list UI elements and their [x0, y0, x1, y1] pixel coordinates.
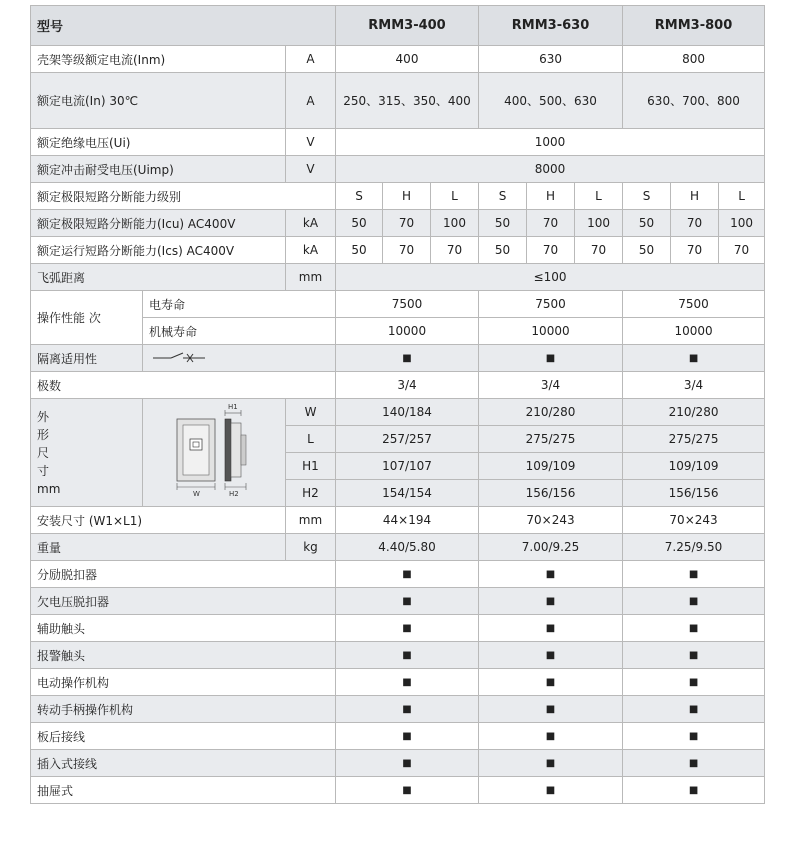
dimension-diagram: [149, 401, 279, 501]
cell-value: 1000: [336, 129, 765, 156]
cell-value: ■: [479, 777, 623, 804]
row-unit: V: [286, 156, 336, 183]
cell-value: 156/156: [623, 480, 765, 507]
row-label: 隔离适用性: [31, 345, 143, 372]
cell-value: 10000: [336, 318, 479, 345]
cell-value: ■: [336, 696, 479, 723]
cell-value: ■: [336, 615, 479, 642]
cell-value: ■: [623, 777, 765, 804]
cell-value: L: [431, 183, 479, 210]
row-unit: kg: [286, 534, 336, 561]
cell-value: ■: [336, 561, 479, 588]
table-row: [31, 129, 765, 156]
row-label: 辅助触头: [31, 615, 336, 642]
cell-value: 50: [479, 237, 527, 264]
cell-value: ■: [623, 669, 765, 696]
cell-value: 100: [575, 210, 623, 237]
row-unit: A: [286, 73, 336, 129]
cell-value: 50: [623, 237, 671, 264]
cell-value: 100: [719, 210, 765, 237]
table-row: [31, 46, 765, 73]
cell-value: 210/280: [623, 399, 765, 426]
diagram-label-w: W: [193, 490, 200, 498]
row-label: 额定电流(In) 30℃: [31, 73, 286, 129]
cell-value: 400、500、630: [479, 73, 623, 129]
cell-value: ■: [336, 642, 479, 669]
row-label: 额定绝缘电压(Ui): [31, 129, 286, 156]
row-unit: V: [286, 129, 336, 156]
dimensions-label-line: 寸: [37, 463, 50, 478]
cell-value: 70: [671, 210, 719, 237]
row-label: 板后接线: [31, 723, 336, 750]
row-label: 欠电压脱扣器: [31, 588, 336, 615]
cell-value: 10000: [479, 318, 623, 345]
cell-value: 70×243: [623, 507, 765, 534]
row-unit: kA: [286, 210, 336, 237]
cell-value: ■: [623, 561, 765, 588]
row-unit: kA: [286, 237, 336, 264]
sub-row-label: 机械寿命: [143, 318, 336, 345]
cell-value: 154/154: [336, 480, 479, 507]
cell-value: ■: [479, 615, 623, 642]
row-label: 额定极限短路分断能力(Icu) AC400V: [31, 210, 286, 237]
cell-value: ■: [623, 696, 765, 723]
dimensions-label-line: 尺: [37, 445, 50, 460]
cell-value: 3/4: [479, 372, 623, 399]
table-row: [31, 183, 765, 210]
cell-value: ■: [336, 777, 479, 804]
row-label: 壳架等级额定电流(Inm): [31, 46, 286, 73]
cell-value: 70: [527, 210, 575, 237]
cell-value: ■: [623, 642, 765, 669]
table-row: [31, 642, 765, 669]
table-row: [31, 156, 765, 183]
table-row: [31, 777, 765, 804]
cell-value: L: [575, 183, 623, 210]
sub-row-label: 电寿命: [143, 291, 336, 318]
cell-value: 156/156: [479, 480, 623, 507]
row-label: 插入式接线: [31, 750, 336, 777]
table-row: [31, 534, 765, 561]
cell-value: 109/109: [479, 453, 623, 480]
cell-value: ■: [623, 723, 765, 750]
row-label: 报警触头: [31, 642, 336, 669]
cell-value: 50: [336, 210, 383, 237]
cell-value: 109/109: [623, 453, 765, 480]
model-header: RMM3-630: [479, 6, 623, 46]
cell-value: H: [383, 183, 431, 210]
cell-value: ■: [479, 561, 623, 588]
cell-value: 7500: [479, 291, 623, 318]
cell-value: 8000: [336, 156, 765, 183]
cell-value: ■: [479, 345, 623, 372]
cell-value: 50: [479, 210, 527, 237]
cell-value: 4.40/5.80: [336, 534, 479, 561]
table-row: [31, 372, 765, 399]
cell-value: 100: [431, 210, 479, 237]
table-row: [31, 507, 765, 534]
row-label: 安装尺寸 (W1×L1): [31, 507, 286, 534]
table-row: [31, 399, 765, 426]
cell-value: H: [671, 183, 719, 210]
table-row: [31, 561, 765, 588]
dimensions-label: [31, 399, 143, 507]
cell-value: 210/280: [479, 399, 623, 426]
isolation-symbol-cell: [143, 345, 336, 372]
cell-value: ■: [479, 696, 623, 723]
table-row: [31, 588, 765, 615]
cell-value: 140/184: [336, 399, 479, 426]
dimension-key: H1: [286, 453, 336, 480]
cell-value: S: [623, 183, 671, 210]
cell-value: ■: [623, 750, 765, 777]
cell-value: ■: [479, 750, 623, 777]
cell-value: 800: [623, 46, 765, 73]
cell-value: 50: [623, 210, 671, 237]
dimension-key: H2: [286, 480, 336, 507]
cell-value: 107/107: [336, 453, 479, 480]
cell-value: 630: [479, 46, 623, 73]
cell-value: 70: [575, 237, 623, 264]
table-row: [31, 73, 765, 129]
table-row: [31, 210, 765, 237]
dimension-key: L: [286, 426, 336, 453]
row-label: 操作性能 次: [31, 291, 143, 345]
cell-value: 257/257: [336, 426, 479, 453]
dimension-key: W: [286, 399, 336, 426]
cell-value: ■: [336, 588, 479, 615]
cell-value: 630、700、800: [623, 73, 765, 129]
row-label: 抽屉式: [31, 777, 336, 804]
cell-value: 275/275: [479, 426, 623, 453]
row-unit: mm: [286, 507, 336, 534]
table-row: [31, 696, 765, 723]
cell-value: 70: [527, 237, 575, 264]
row-label: 重量: [31, 534, 286, 561]
cell-value: 70: [431, 237, 479, 264]
table-row: [31, 291, 765, 318]
cell-value: S: [479, 183, 527, 210]
cell-value: 10000: [623, 318, 765, 345]
dimensions-label-line: 外: [37, 409, 50, 424]
diagram-label-h2: H2: [229, 490, 239, 498]
row-unit: A: [286, 46, 336, 73]
cell-value: ■: [623, 345, 765, 372]
cell-value: 7.00/9.25: [479, 534, 623, 561]
table-row: [31, 723, 765, 750]
cell-value: ■: [479, 642, 623, 669]
row-label: 额定冲击耐受电压(Uimp): [31, 156, 286, 183]
cell-value: 70: [671, 237, 719, 264]
cell-value: 400: [336, 46, 479, 73]
header-row: [31, 6, 765, 46]
cell-value: 7500: [336, 291, 479, 318]
isolator-symbol-icon: [149, 351, 209, 363]
cell-value: ≤100: [336, 264, 765, 291]
cell-value: 3/4: [623, 372, 765, 399]
cell-value: 50: [336, 237, 383, 264]
row-unit: mm: [286, 264, 336, 291]
dimension-diagram-cell: [143, 399, 286, 507]
header-label: 型号: [31, 6, 336, 46]
cell-value: 7500: [623, 291, 765, 318]
cell-value: 70: [383, 210, 431, 237]
dimensions-label-line: 形: [37, 427, 50, 442]
model-header: RMM3-800: [623, 6, 765, 46]
cell-value: ■: [623, 615, 765, 642]
cell-value: ■: [336, 669, 479, 696]
cell-value: ■: [479, 669, 623, 696]
row-label: 飞弧距离: [31, 264, 286, 291]
table-row: [31, 615, 765, 642]
cell-value: 250、315、350、400: [336, 73, 479, 129]
cell-value: 7.25/9.50: [623, 534, 765, 561]
cell-value: 3/4: [336, 372, 479, 399]
row-label: 极数: [31, 372, 336, 399]
cell-value: S: [336, 183, 383, 210]
dimensions-label-line: mm: [37, 481, 61, 496]
cell-value: ■: [623, 588, 765, 615]
cell-value: 275/275: [623, 426, 765, 453]
cell-value: ■: [479, 723, 623, 750]
row-label: 电动操作机构: [31, 669, 336, 696]
row-label: 额定极限短路分断能力级别: [31, 183, 336, 210]
cell-value: ■: [336, 723, 479, 750]
spec-table: [30, 5, 765, 804]
table-row: [31, 237, 765, 264]
row-label: 额定运行短路分断能力(Ics) AC400V: [31, 237, 286, 264]
table-row: [31, 345, 765, 372]
model-header: RMM3-400: [336, 6, 479, 46]
row-label: 转动手柄操作机构: [31, 696, 336, 723]
table-row: [31, 669, 765, 696]
cell-value: ■: [336, 750, 479, 777]
cell-value: ■: [336, 345, 479, 372]
cell-value: 44×194: [336, 507, 479, 534]
row-label: 分励脱扣器: [31, 561, 336, 588]
table-row: [31, 750, 765, 777]
cell-value: L: [719, 183, 765, 210]
table-row: [31, 264, 765, 291]
cell-value: 70: [383, 237, 431, 264]
diagram-label-h1: H1: [228, 403, 238, 411]
cell-value: ■: [479, 588, 623, 615]
cell-value: H: [527, 183, 575, 210]
cell-value: 70×243: [479, 507, 623, 534]
cell-value: 70: [719, 237, 765, 264]
